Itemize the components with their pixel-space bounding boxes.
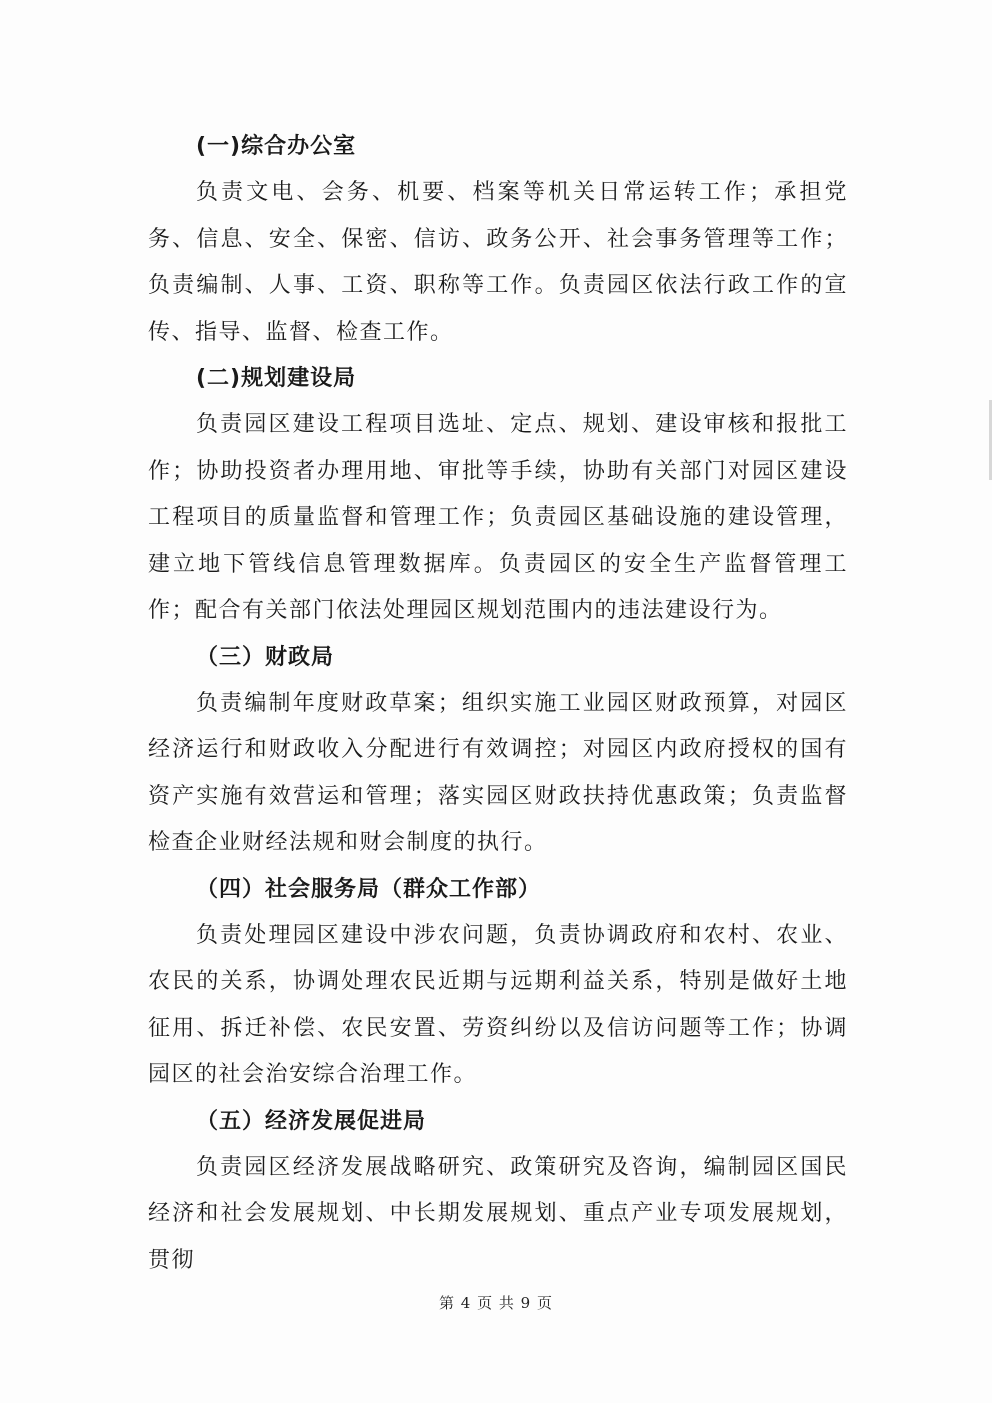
section-title: （四）社会服务局（群众工作部） bbox=[196, 876, 542, 902]
section-title: （五）经济发展促进局 bbox=[196, 1108, 427, 1134]
section-title: (一)综合办公室 bbox=[196, 134, 357, 159]
section-body: 负责园区经济发展战略研究、政策研究及咨询，编制园区国民经济和社会发展规划、中长期发展规划、重点产业专项发展规划，贯彻 bbox=[148, 1154, 848, 1273]
page-number: 第 4 页 共 9 页 bbox=[439, 1294, 553, 1312]
section-title: (二)规划建设局 bbox=[196, 366, 357, 391]
section-social-services bbox=[148, 867, 848, 1099]
section-planning-construction bbox=[148, 356, 848, 635]
section-body: 负责文电、会务、机要、档案等机关日常运转工作；承担党务、信息、安全、保密、信访、政务公开、社会事务管理等工作；负责编制、人事、工资、职称等工作。负责园区依法行政工作的宣传、指导、监督、检查工作。 bbox=[148, 180, 848, 345]
section-body: 负责园区建设工程项目选址、定点、规划、建设审核和报批工作；协助投资者办理用地、审批等手续，协助有关部门对园区建设工程项目的质量监督和管理工作；负责园区基础设施的建设管理，建立地下管线信息管理数据库。负责园区的安全生产监督管理工作；配合有关部门依法处理园区规划范围内的违法建设行为。 bbox=[148, 412, 848, 623]
document-content bbox=[148, 124, 848, 1284]
section-body: 负责编制年度财政草案；组织实施工业园区财政预算，对园区经济运行和财政收入分配进行有效调控；对园区内政府授权的国有资产实施有效营运和管理；落实园区财政扶持优惠政策；负责监督检查企业财经法规和财会制度的执行。 bbox=[148, 690, 848, 855]
section-economic-development bbox=[148, 1099, 848, 1285]
section-body: 负责处理园区建设中涉农问题，负责协调政府和农村、农业、农民的关系，协调处理农民近期与远期利益关系，特别是做好土地征用、拆迁补偿、农民安置、劳资纠纷以及信访问题等工作；协调园区的社会治安综合治理工作。 bbox=[148, 922, 848, 1087]
section-title: （三）财政局 bbox=[196, 644, 335, 670]
section-finance bbox=[148, 635, 848, 867]
section-general-office bbox=[148, 124, 848, 356]
